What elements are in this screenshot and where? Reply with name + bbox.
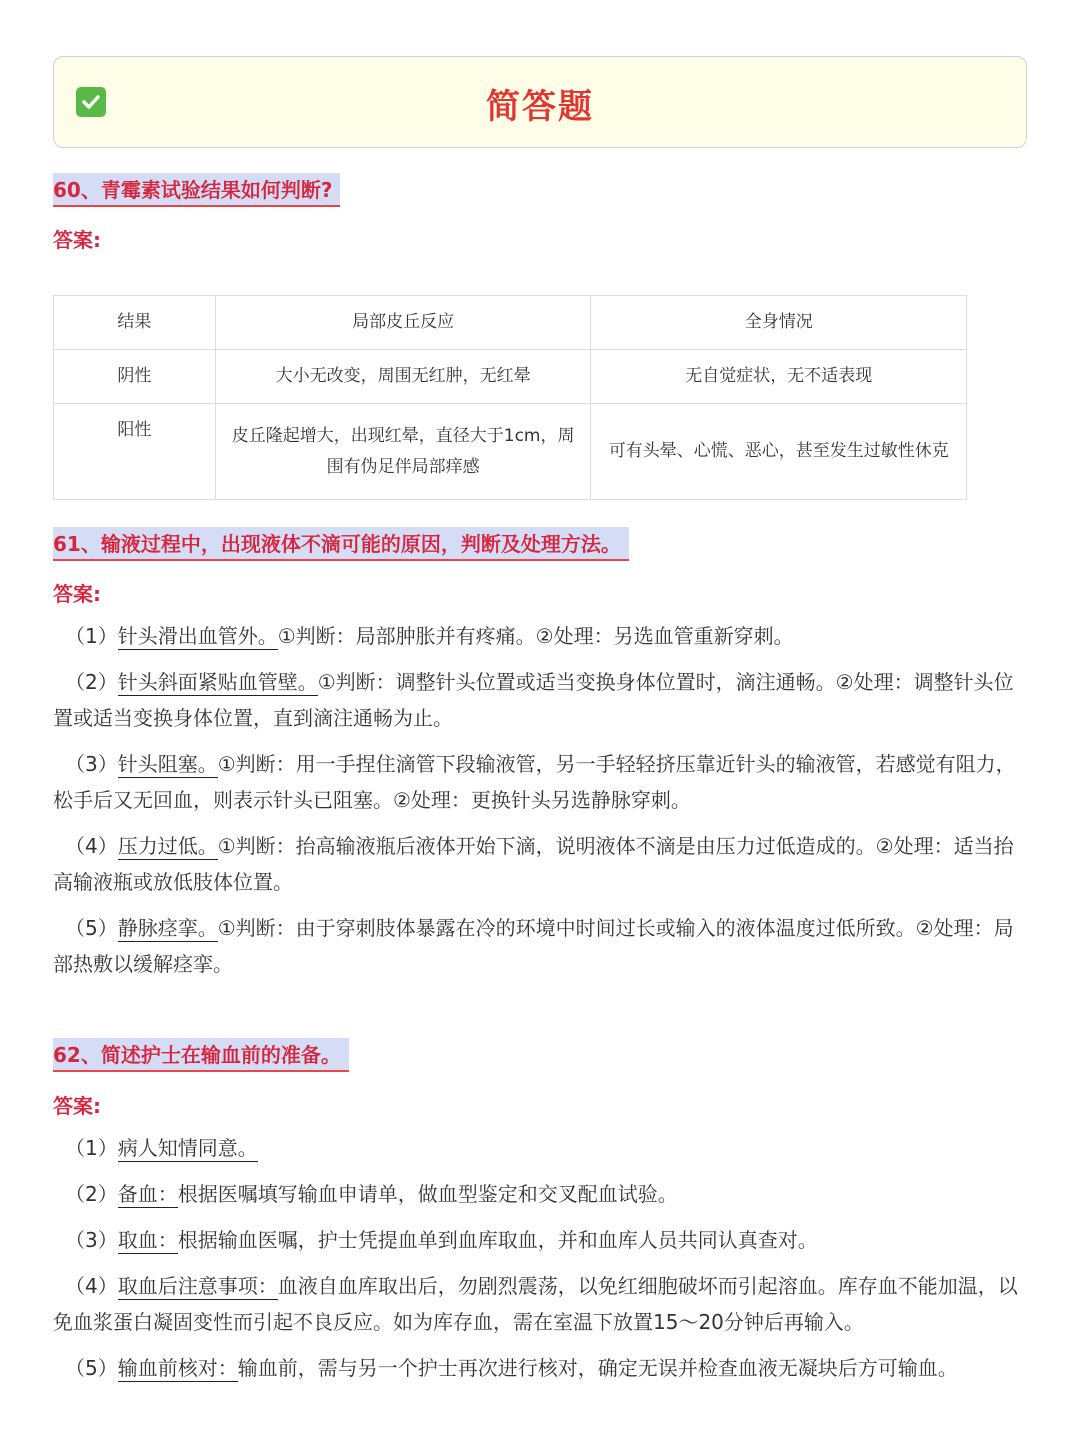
skin-test-result-table [53, 295, 967, 500]
item-key-phrase: 静脉痉挛。 [117, 916, 218, 940]
table-header-cell: 结果 [54, 296, 216, 350]
item-text: ①判断：由于穿刺肢体暴露在冷的环境中时间过长或输入的液体温度过低所致。②处理：局部热敷以缓解痉挛。 [53, 916, 1014, 976]
answer-item [53, 618, 1028, 654]
table-header-cell: 局部皮丘反应 [215, 296, 591, 350]
item-number: （1） [65, 624, 118, 648]
answer-item [53, 828, 1028, 900]
item-key-phrase: 取血： [117, 1228, 178, 1252]
item-key-phrase: 针头滑出血管外。 [117, 624, 278, 648]
item-text: ①判断：调整针头位置或适当变换身体位置时，滴注通畅。②处理：调整针头位置或适当变换身体位置，直到滴注通畅为止。 [53, 670, 1014, 730]
item-number: （2） [65, 670, 118, 694]
question-60-title: 60、青霉素试验结果如何判断? [53, 173, 340, 207]
answer-item [53, 1350, 1028, 1386]
table-header-row [54, 296, 967, 350]
item-number: （4） [65, 1274, 118, 1298]
item-number: （1） [65, 1136, 118, 1160]
answer-item [53, 1222, 1028, 1258]
item-text: ①判断：用一手捏住滴管下段输液管，另一手轻轻挤压靠近针头的输液管，若感觉有阻力，松手后又无回血，则表示针头已阻塞。②处理：更换针头另选静脉穿刺。 [53, 752, 1016, 812]
answer-item [53, 1130, 1028, 1166]
table-cell: 可有头晕、心慌、恶心，甚至发生过敏性休克 [591, 404, 967, 500]
table-cell: 无自觉症状，无不适表现 [591, 350, 967, 404]
table-row [54, 404, 967, 500]
section-banner [53, 56, 1027, 148]
item-text: 输血前，需与另一个护士再次进行核对，确定无误并检查血液无凝块后方可输血。 [237, 1356, 958, 1380]
item-number: （5） [65, 1356, 118, 1380]
answer-label-61: 答案: [53, 582, 101, 606]
item-key-phrase: 针头阻塞。 [117, 752, 218, 776]
item-key-phrase: 取血后注意事项： [117, 1274, 278, 1298]
item-text: 根据输血医嘱，护士凭提血单到血库取血，并和血库人员共同认真查对。 [177, 1228, 818, 1252]
item-text: ①判断：局部肿胀并有疼痛。②处理：另选血管重新穿刺。 [277, 624, 794, 648]
table-header-cell: 全身情况 [591, 296, 967, 350]
item-key-phrase: 备血： [117, 1182, 178, 1206]
item-text: ①判断：抬高输液瓶后液体开始下滴，说明液体不滴是由压力过低造成的。②处理：适当抬高输液瓶或放低肢体位置。 [53, 834, 1014, 894]
answer-label-62: 答案: [53, 1094, 101, 1118]
answer-label-60: 答案: [53, 228, 101, 252]
answer-item [53, 1176, 1028, 1212]
table-row [54, 350, 967, 404]
item-text: 根据医嘱填写输血申请单，做血型鉴定和交叉配血试验。 [177, 1182, 678, 1206]
item-number: （3） [65, 752, 118, 776]
item-number: （4） [65, 834, 118, 858]
item-key-phrase: 压力过低。 [117, 834, 218, 858]
item-key-phrase: 针头斜面紧贴血管壁。 [117, 670, 318, 694]
table-cell: 大小无改变，周围无红肿，无红晕 [215, 350, 591, 404]
item-number: （2） [65, 1182, 118, 1206]
table-cell: 阴性 [54, 350, 216, 404]
answer-item [53, 910, 1028, 982]
item-number: （5） [65, 916, 118, 940]
banner-title: 简答题 [486, 87, 594, 127]
answer-item [53, 746, 1028, 818]
item-text: 血液自血库取出后，勿剧烈震荡，以免红细胞破坏而引起溶血。库存血不能加温，以免血浆蛋白凝固变性而引起不良反应。如为库存血，需在室温下放置15～20分钟后再输入。 [53, 1274, 1018, 1334]
answer-item [53, 664, 1028, 736]
table-cell: 皮丘隆起增大，出现红晕，直径大于1cm，周围有伪足伴局部痒感 [215, 404, 591, 500]
answer-item [53, 1268, 1028, 1340]
table-cell: 阳性 [54, 404, 216, 500]
item-key-phrase: 病人知情同意。 [117, 1136, 258, 1160]
item-key-phrase: 输血前核对： [117, 1356, 238, 1380]
item-number: （3） [65, 1228, 118, 1252]
question-61-title: 61、输液过程中，出现液体不滴可能的原因，判断及处理方法。 [53, 527, 629, 561]
question-62-title: 62、简述护士在输血前的准备。 [53, 1038, 349, 1072]
